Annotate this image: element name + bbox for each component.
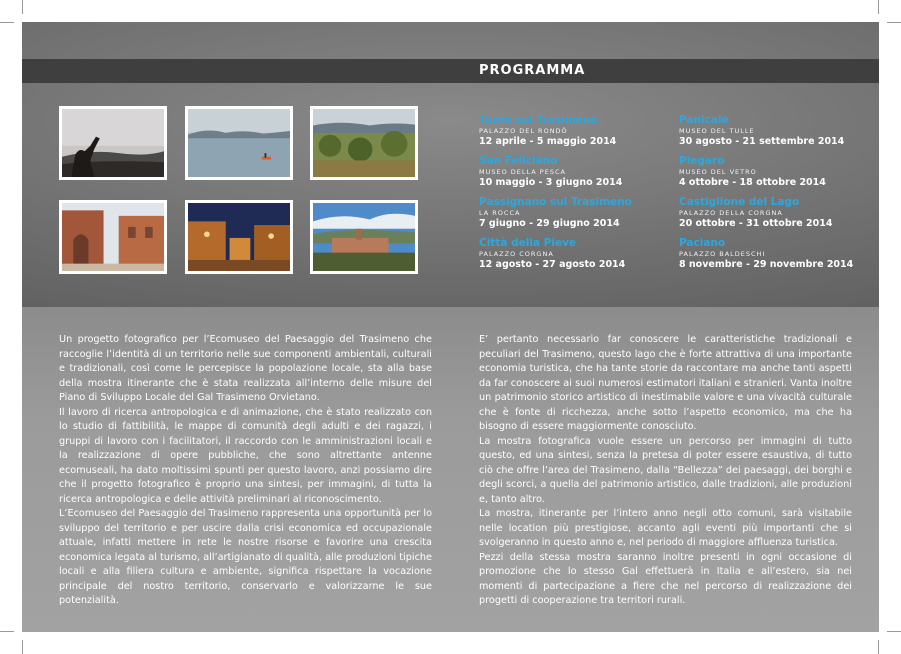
venue-museum: LA ROCCA xyxy=(479,209,521,217)
paragraph: E’ pertanto necessario far conoscere le caratteristiche tradizionali e peculiari del Trasimeno, questo lago che è forte attrattiva di una importante economia turistica, che ha tante storie da raccontare ma anche tanti aspetti da far conoscere ai suoi numerosi estimatori italiani e stranieri. Vanta inoltre un patrimonio storico artistico di inestimabile valore e una vivacità culturale che è fonte di ricchezza, anche sotto l’aspetto economico, ma che ha bisogno di essere maggiormente conosciuto. xyxy=(479,334,852,432)
hilltop-village-photo xyxy=(310,200,418,274)
venue-museum: PALAZZO BALDESCHI xyxy=(679,250,766,258)
crop-mark xyxy=(878,640,879,654)
paragraph: Un progetto fotografico per l’Ecomuseo del Paesaggio del Trasimeno che raccoglie l’identità di un territorio nelle sue componenti ambientali, culturali e tradizionali, così come le percepisce la popolazione locale, sta alla base della mostra itinerante che è stata realizzata all’interno delle misure del Piano di Sviluppo Locale del Gal Trasimeno Orvietano. xyxy=(59,334,432,403)
crop-mark xyxy=(22,0,23,14)
olive-grove-photo xyxy=(310,106,418,180)
venue-city: Tuoro sul Trasimeno xyxy=(479,114,598,126)
venue-dates: 4 ottobre - 18 ottobre 2014 xyxy=(679,177,826,188)
paragraph: Pezzi della stessa mostra saranno inoltre presenti in ogni occasione di promozione che lo stesso Gal effettuerà in Italia e all’estero, sia nei momenti di partecipazione a fiere che nel percorso di realizzazione dei progetti di cooperazione tra territori rurali. xyxy=(479,551,852,606)
venue-entry xyxy=(479,155,679,189)
crop-mark xyxy=(878,0,879,14)
venue-dates: 7 giugno - 29 giugno 2014 xyxy=(479,218,620,229)
programma-title: PROGRAMMA xyxy=(479,63,586,78)
venue-museum: PALAZZO DELLA CORGNA xyxy=(679,209,783,217)
venue-city: Castiglione del Lago xyxy=(679,196,800,208)
venue-city: Paciano xyxy=(679,237,726,249)
venue-entry xyxy=(479,114,679,148)
venue-museum: PALAZZO DEL RONDÒ xyxy=(479,127,568,135)
crop-mark xyxy=(0,22,14,23)
venue-museum: PALAZZO CORGNA xyxy=(479,250,554,258)
right-text-column xyxy=(479,333,852,609)
paragraph: Il lavoro di ricerca antropologica e di animazione, che è stato realizzato con lo studio di fattibilità, le mappe di comunità degli adulti e dei ragazzi, i gruppi di lavoro con i facilitatori, il raccordo con le amministrazioni locali e la realizzazione di opere pubbliche, che sono altrettante antenne ecomuseali, ha dato moltissimi spunti per questo lavoro, anzi possiamo dire che il progetto fotografico è proprio una sintesi, per immagini, di tutta la ricerca antropologica e delle attività preliminari al riconoscimento. xyxy=(59,406,432,505)
paragraph: La mostra, itinerante per l’intero anno negli otto comuni, sarà visitabile nelle location più prestigiose, accanto agli eventi più importanti che si svolgeranno in questo anno e, nel periodo di maggiore affluenza turistica. xyxy=(479,508,852,548)
crop-mark xyxy=(22,640,23,654)
venue-city: Passignano sul Trasimeno xyxy=(479,196,632,208)
venue-city: San Feliciano xyxy=(479,155,558,167)
crop-mark xyxy=(887,631,901,632)
crop-mark xyxy=(887,22,901,23)
venue-museum: MUSEO DEL VETRO xyxy=(679,168,757,176)
lake-boat-photo xyxy=(185,106,293,180)
brochure-sheet xyxy=(22,22,879,632)
paragraph: L’Ecomuseo del Paesaggio del Trasimeno rappresenta una opportunità per lo sviluppo del territorio e per uscire dalla crisi economica ed occupazionale attuale, infatti mettere in rete le nostre risorse e favorire una crescita economica legata al turismo, all’artigianato di qualità, alle produzioni tipiche locali e alla filiera cultura e ambiente, significa rispettare la vocazione principale del nostro territorio, conservarlo e valorizzarne le sue potenzialità. xyxy=(59,508,432,606)
venue-museum: MUSEO DELLA PESCA xyxy=(479,168,566,176)
venue-city: Panicale xyxy=(679,114,729,126)
venue-dates: 30 agosto - 21 settembre 2014 xyxy=(679,136,845,147)
venue-museum: MUSEO DEL TULLE xyxy=(679,127,755,135)
venue-entry xyxy=(679,114,879,148)
venue-entry xyxy=(679,196,879,230)
venue-dates: 8 novembre - 29 novembre 2014 xyxy=(679,259,854,270)
silhouette-hill-photo xyxy=(59,106,167,180)
venue-city: Piegaro xyxy=(679,155,725,167)
piazza-night-photo xyxy=(185,200,293,274)
brick-town-street-photo xyxy=(59,200,167,274)
programma-band xyxy=(22,59,879,83)
venue-dates: 10 maggio - 3 giugno 2014 xyxy=(479,177,623,188)
venue-entry xyxy=(679,237,879,271)
venue-dates: 12 agosto - 27 agosto 2014 xyxy=(479,259,626,270)
venue-entry xyxy=(679,155,879,189)
venue-dates: 20 ottobre - 31 ottobre 2014 xyxy=(679,218,833,229)
venue-entry xyxy=(479,196,679,230)
venue-city: Città della Pieve xyxy=(479,237,577,249)
left-text-column xyxy=(59,333,432,609)
venue-dates: 12 aprile - 5 maggio 2014 xyxy=(479,136,617,147)
crop-mark xyxy=(0,631,14,632)
paragraph: La mostra fotografica vuole essere un percorso per immagini di tutto questo, ed una sintesi, senza la pretesa di poter essere esaustiva, di tutto ciò che offre l’area del Trasimeno, dalla “Bellezza” dei paesaggi, dei borghi e degli scorci, a quella del patrimonio artistico, dalle tradizioni, alle produzioni e, tanto altro. xyxy=(479,435,852,505)
venue-entry xyxy=(479,237,679,271)
